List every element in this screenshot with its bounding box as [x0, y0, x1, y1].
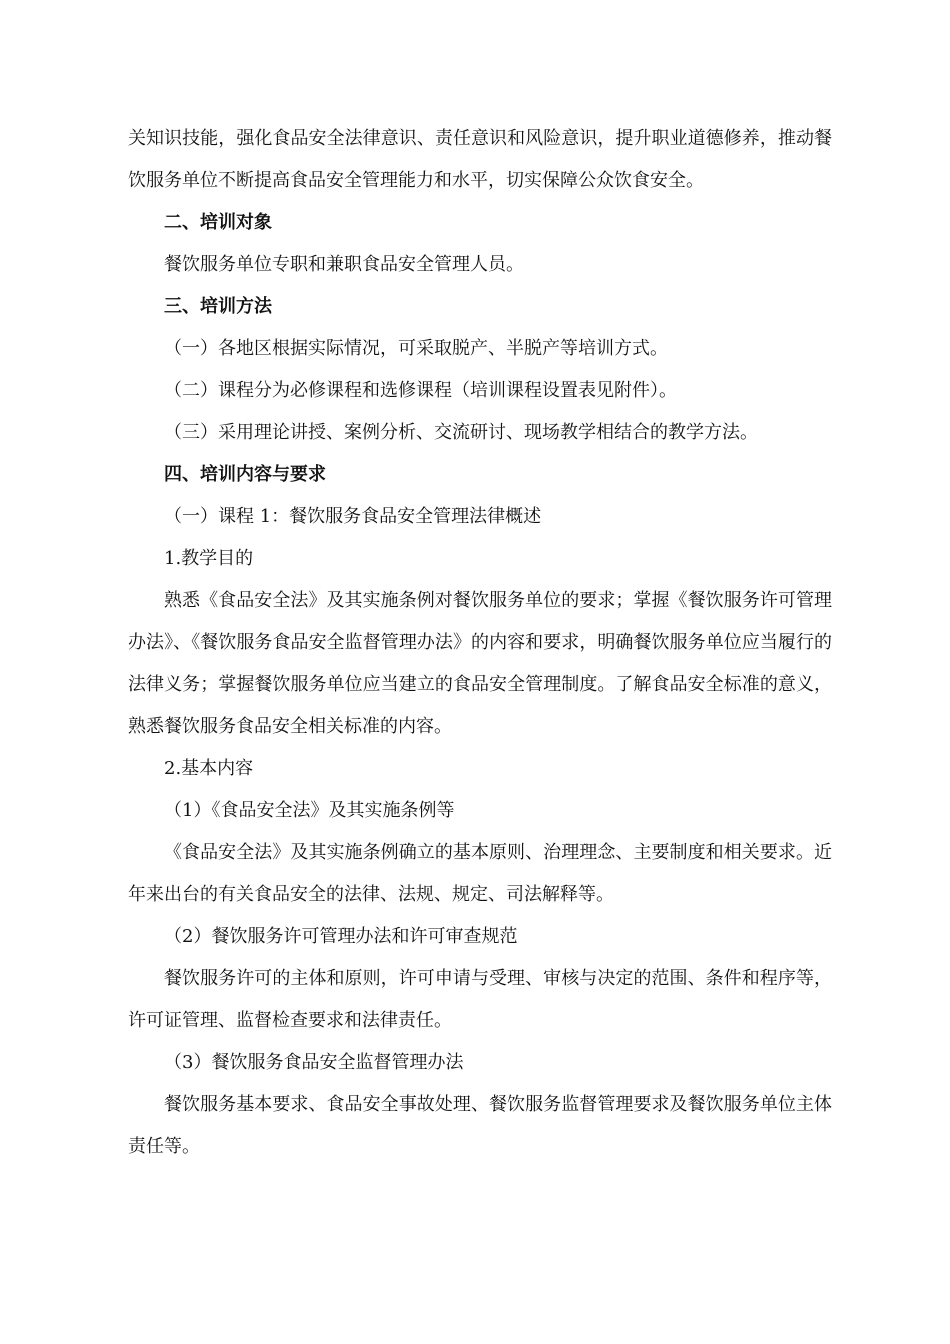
paragraph-method-2: （二）课程分为必修课程和选修课程（培训课程设置表见附件）。: [164, 380, 677, 401]
heading-training-target: 二、培训对象: [164, 212, 272, 233]
course-1-title: （一）课程 1：餐饮服务食品安全管理法律概述: [164, 506, 542, 527]
content-item-1-title: （1）《食品安全法》及其实施条例等: [164, 800, 455, 821]
course-1-section-purpose: 1.教学目的: [164, 548, 254, 569]
course-1-purpose-text: 熟悉《食品安全法》及其实施条例对餐饮服务单位的要求；掌握《餐饮服务许可管理办法》、《餐饮服务食品安全监督管理办法》的内容和要求，明确餐饮服务单位应当履行的法律义务；掌握餐饮服务单位应当建立的食品安全管理制度。了解食品安全标准的意义，熟悉餐饮服务食品安全相关标准的内容。: [128, 590, 832, 737]
content-item-2-text: 餐饮服务许可的主体和原则，许可申请与受理、审核与决定的范围、条件和程序等，许可证管理、监督检查要求和法律责任。: [128, 968, 832, 1031]
paragraph-method-1: （一）各地区根据实际情况，可采取脱产、半脱产等培训方式。: [164, 338, 668, 359]
document-body: [128, 118, 832, 1168]
content-item-3-title: （3）餐饮服务食品安全监督管理办法: [164, 1052, 464, 1073]
paragraph-method-3: （三）采用理论讲授、案例分析、交流研讨、现场教学相结合的教学方法。: [164, 422, 758, 443]
content-item-3-text: 餐饮服务基本要求、食品安全事故处理、餐饮服务监督管理要求及餐饮服务单位主体责任等。: [128, 1094, 832, 1157]
heading-training-method: 三、培训方法: [164, 296, 272, 317]
paragraph-training-goal-continued: 关知识技能，强化食品安全法律意识、责任意识和风险意识，提升职业道德修养，推动餐饮服务单位不断提高食品安全管理能力和水平，切实保障公众饮食安全。: [128, 128, 832, 191]
heading-training-content: 四、培训内容与要求: [164, 464, 326, 485]
content-item-1-text: 《食品安全法》及其实施条例确立的基本原则、治理理念、主要制度和相关要求。近年来出台的有关食品安全的法律、法规、规定、司法解释等。: [128, 842, 832, 905]
content-item-2-title: （2）餐饮服务许可管理办法和许可审查规范: [164, 926, 518, 947]
paragraph-training-target: 餐饮服务单位专职和兼职食品安全管理人员。: [164, 254, 524, 275]
course-1-section-content: 2.基本内容: [164, 758, 254, 779]
